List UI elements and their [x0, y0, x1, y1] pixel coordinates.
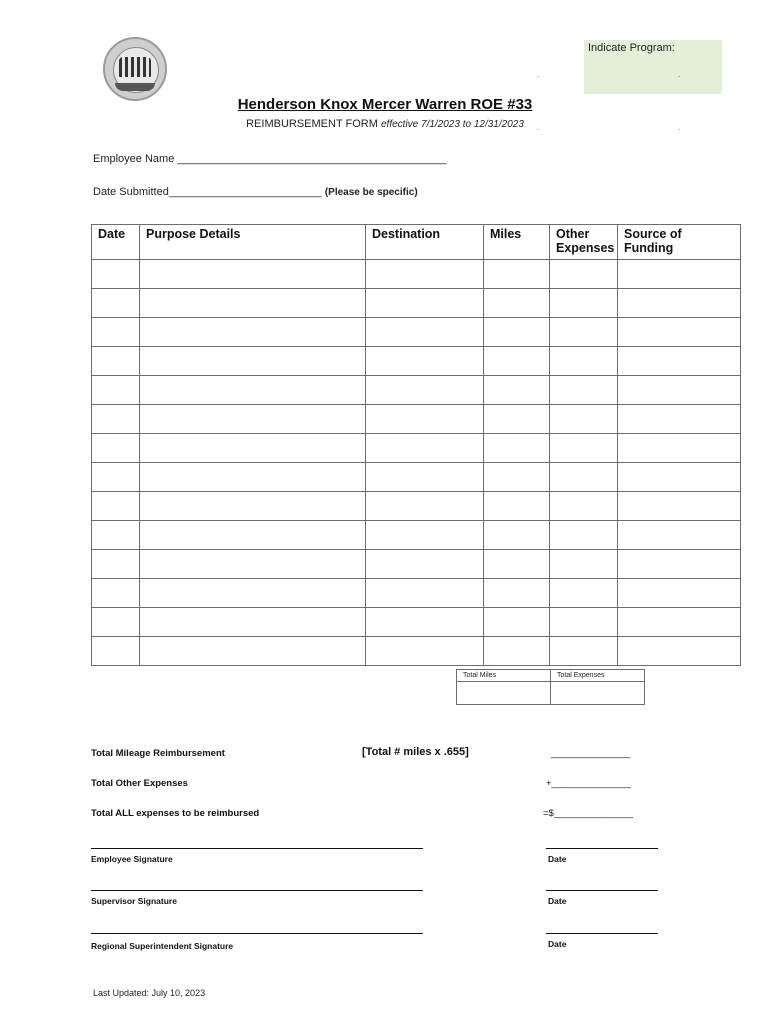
program-label: Indicate Program: — [588, 42, 675, 54]
table-row — [92, 289, 741, 318]
cell-destination[interactable] — [366, 434, 484, 463]
totals-table — [456, 669, 645, 705]
cell-destination[interactable] — [366, 347, 484, 376]
cell-miles[interactable] — [484, 637, 550, 666]
cell-source-funding[interactable] — [618, 463, 741, 492]
form-name: REIMBURSEMENT FORM — [246, 118, 378, 130]
cell-destination[interactable] — [366, 289, 484, 318]
logo-people-graphic — [119, 57, 151, 77]
cell-source-funding[interactable] — [618, 376, 741, 405]
table-row — [92, 608, 741, 637]
cell-date[interactable] — [92, 550, 140, 579]
col-header-miles: Miles — [484, 225, 550, 260]
col-header-date: Date — [92, 225, 140, 260]
table-row — [92, 550, 741, 579]
cell-destination[interactable] — [366, 260, 484, 289]
cell-date[interactable] — [92, 289, 140, 318]
cell-miles[interactable] — [484, 608, 550, 637]
cell-destination[interactable] — [366, 463, 484, 492]
cell-purpose[interactable] — [140, 434, 366, 463]
cell-miles[interactable] — [484, 492, 550, 521]
employee-date-label: Date — [548, 854, 567, 864]
table-row — [92, 376, 741, 405]
supervisor-signature-line[interactable] — [91, 890, 423, 891]
table-header-row — [92, 225, 741, 260]
table-row — [92, 405, 741, 434]
roe-logo — [103, 37, 167, 101]
cell-purpose[interactable] — [140, 318, 366, 347]
cell-miles[interactable] — [484, 521, 550, 550]
employee-signature-label: Employee Signature — [91, 854, 173, 864]
cell-destination[interactable] — [366, 637, 484, 666]
cell-source-funding[interactable] — [618, 347, 741, 376]
superintendent-date-label: Date — [548, 939, 567, 949]
cell-miles[interactable] — [484, 376, 550, 405]
cell-source-funding[interactable] — [618, 550, 741, 579]
mark-dot: . — [678, 123, 681, 132]
cell-destination[interactable] — [366, 550, 484, 579]
cell-source-funding[interactable] — [618, 608, 741, 637]
cell-date[interactable] — [92, 405, 140, 434]
all-expenses-blank[interactable]: =$_______________ — [543, 808, 634, 819]
cell-other-expenses[interactable] — [550, 289, 618, 318]
total-miles-label: Total Miles — [457, 670, 551, 682]
cell-miles[interactable] — [484, 434, 550, 463]
cell-destination[interactable] — [366, 318, 484, 347]
cell-source-funding[interactable] — [618, 260, 741, 289]
mileage-formula: [Total # miles x .655] — [362, 746, 469, 758]
mileage-reimbursement-label: Total Mileage Reimbursement — [91, 748, 225, 759]
other-expenses-label: Total Other Expenses — [91, 778, 188, 789]
col-header-source-funding: Source of Funding — [618, 225, 741, 260]
cell-date[interactable] — [92, 463, 140, 492]
cell-date[interactable] — [92, 579, 140, 608]
cell-purpose[interactable] — [140, 550, 366, 579]
table-row — [92, 492, 741, 521]
cell-other-expenses[interactable] — [550, 492, 618, 521]
cell-miles[interactable] — [484, 579, 550, 608]
cell-purpose[interactable] — [140, 608, 366, 637]
superintendent-signature-label: Regional Superintendent Signature — [91, 941, 234, 951]
cell-other-expenses[interactable] — [550, 347, 618, 376]
mark-dot: . — [537, 123, 540, 132]
table-row — [92, 579, 741, 608]
cell-date[interactable] — [92, 318, 140, 347]
last-updated: Last Updated: July 10, 2023 — [93, 988, 206, 998]
cell-destination[interactable] — [366, 608, 484, 637]
cell-date[interactable] — [92, 376, 140, 405]
cell-other-expenses[interactable] — [550, 434, 618, 463]
cell-source-funding[interactable] — [618, 521, 741, 550]
cell-other-expenses[interactable] — [550, 318, 618, 347]
effective-dates: effective 7/1/2023 to 12/31/2023 — [380, 119, 524, 130]
col-header-other-expenses: Other Expenses — [550, 225, 618, 260]
employee-signature-line[interactable] — [91, 848, 423, 849]
cell-other-expenses[interactable] — [550, 260, 618, 289]
cell-destination[interactable] — [366, 376, 484, 405]
table-row — [92, 318, 741, 347]
table-row — [92, 463, 741, 492]
cell-date[interactable] — [92, 637, 140, 666]
cell-purpose[interactable] — [140, 521, 366, 550]
cell-date[interactable] — [92, 260, 140, 289]
supervisor-date-label: Date — [548, 896, 567, 906]
total-expenses-cell[interactable] — [551, 682, 645, 705]
form-subtitle — [0, 118, 770, 130]
mileage-blank[interactable]: _______________ — [551, 748, 631, 759]
cell-date[interactable] — [92, 608, 140, 637]
table-row — [92, 434, 741, 463]
superintendent-date-line[interactable] — [546, 933, 658, 934]
cell-date[interactable] — [92, 347, 140, 376]
logo-book-graphic — [115, 83, 155, 91]
org-title: Henderson Knox Mercer Warren ROE #33 — [237, 96, 533, 113]
cell-miles[interactable] — [484, 347, 550, 376]
cell-purpose[interactable] — [140, 260, 366, 289]
cell-date[interactable] — [92, 492, 140, 521]
cell-source-funding[interactable] — [618, 318, 741, 347]
cell-other-expenses[interactable] — [550, 521, 618, 550]
cell-other-expenses[interactable] — [550, 463, 618, 492]
cell-purpose[interactable] — [140, 405, 366, 434]
cell-source-funding[interactable] — [618, 579, 741, 608]
table-row — [92, 637, 741, 666]
superintendent-signature-line[interactable] — [91, 933, 423, 934]
cell-destination[interactable] — [366, 579, 484, 608]
cell-date[interactable] — [92, 434, 140, 463]
cell-purpose[interactable] — [140, 463, 366, 492]
total-miles-cell[interactable] — [457, 682, 551, 705]
supervisor-date-line[interactable] — [546, 890, 658, 891]
cell-destination[interactable] — [366, 521, 484, 550]
cell-source-funding[interactable] — [618, 405, 741, 434]
cell-other-expenses[interactable] — [550, 405, 618, 434]
cell-purpose[interactable] — [140, 492, 366, 521]
table-row — [92, 521, 741, 550]
cell-purpose[interactable] — [140, 347, 366, 376]
cell-miles[interactable] — [484, 260, 550, 289]
cell-source-funding[interactable] — [618, 434, 741, 463]
other-expenses-blank[interactable]: +_______________ — [546, 778, 631, 789]
cell-date[interactable] — [92, 521, 140, 550]
cell-miles[interactable] — [484, 463, 550, 492]
cell-purpose[interactable] — [140, 376, 366, 405]
cell-purpose[interactable] — [140, 289, 366, 318]
cell-destination[interactable] — [366, 492, 484, 521]
cell-source-funding[interactable] — [618, 289, 741, 318]
table-row — [92, 347, 741, 376]
date-submitted-row — [93, 186, 418, 198]
expense-table — [91, 224, 741, 666]
all-expenses-label: Total ALL expenses to be reimbursed — [91, 808, 260, 819]
cell-other-expenses[interactable] — [550, 376, 618, 405]
cell-miles[interactable] — [484, 405, 550, 434]
total-expenses-label: Total Expenses — [551, 670, 645, 682]
cell-miles[interactable] — [484, 318, 550, 347]
mark-dot: . — [537, 70, 540, 79]
program-box[interactable] — [584, 40, 722, 94]
cell-source-funding[interactable] — [618, 492, 741, 521]
supervisor-signature-label: Supervisor Signature — [91, 896, 177, 906]
mark-dot: . — [678, 70, 681, 79]
employee-name-field[interactable]: Employee Name ____________________________________________ — [93, 153, 447, 165]
cell-other-expenses[interactable] — [550, 608, 618, 637]
please-specific-note: (Please be specific) — [324, 187, 418, 198]
cell-destination[interactable] — [366, 405, 484, 434]
cell-source-funding[interactable] — [618, 637, 741, 666]
cell-miles[interactable] — [484, 289, 550, 318]
cell-purpose[interactable] — [140, 637, 366, 666]
cell-other-expenses[interactable] — [550, 579, 618, 608]
employee-date-line[interactable] — [546, 848, 658, 849]
col-header-destination: Destination — [366, 225, 484, 260]
cell-other-expenses[interactable] — [550, 637, 618, 666]
cell-other-expenses[interactable] — [550, 550, 618, 579]
cell-miles[interactable] — [484, 550, 550, 579]
cell-purpose[interactable] — [140, 579, 366, 608]
table-row — [92, 260, 741, 289]
date-submitted-field[interactable]: Date Submitted_________________________ — [93, 186, 322, 198]
col-header-purpose: Purpose Details — [140, 225, 366, 260]
